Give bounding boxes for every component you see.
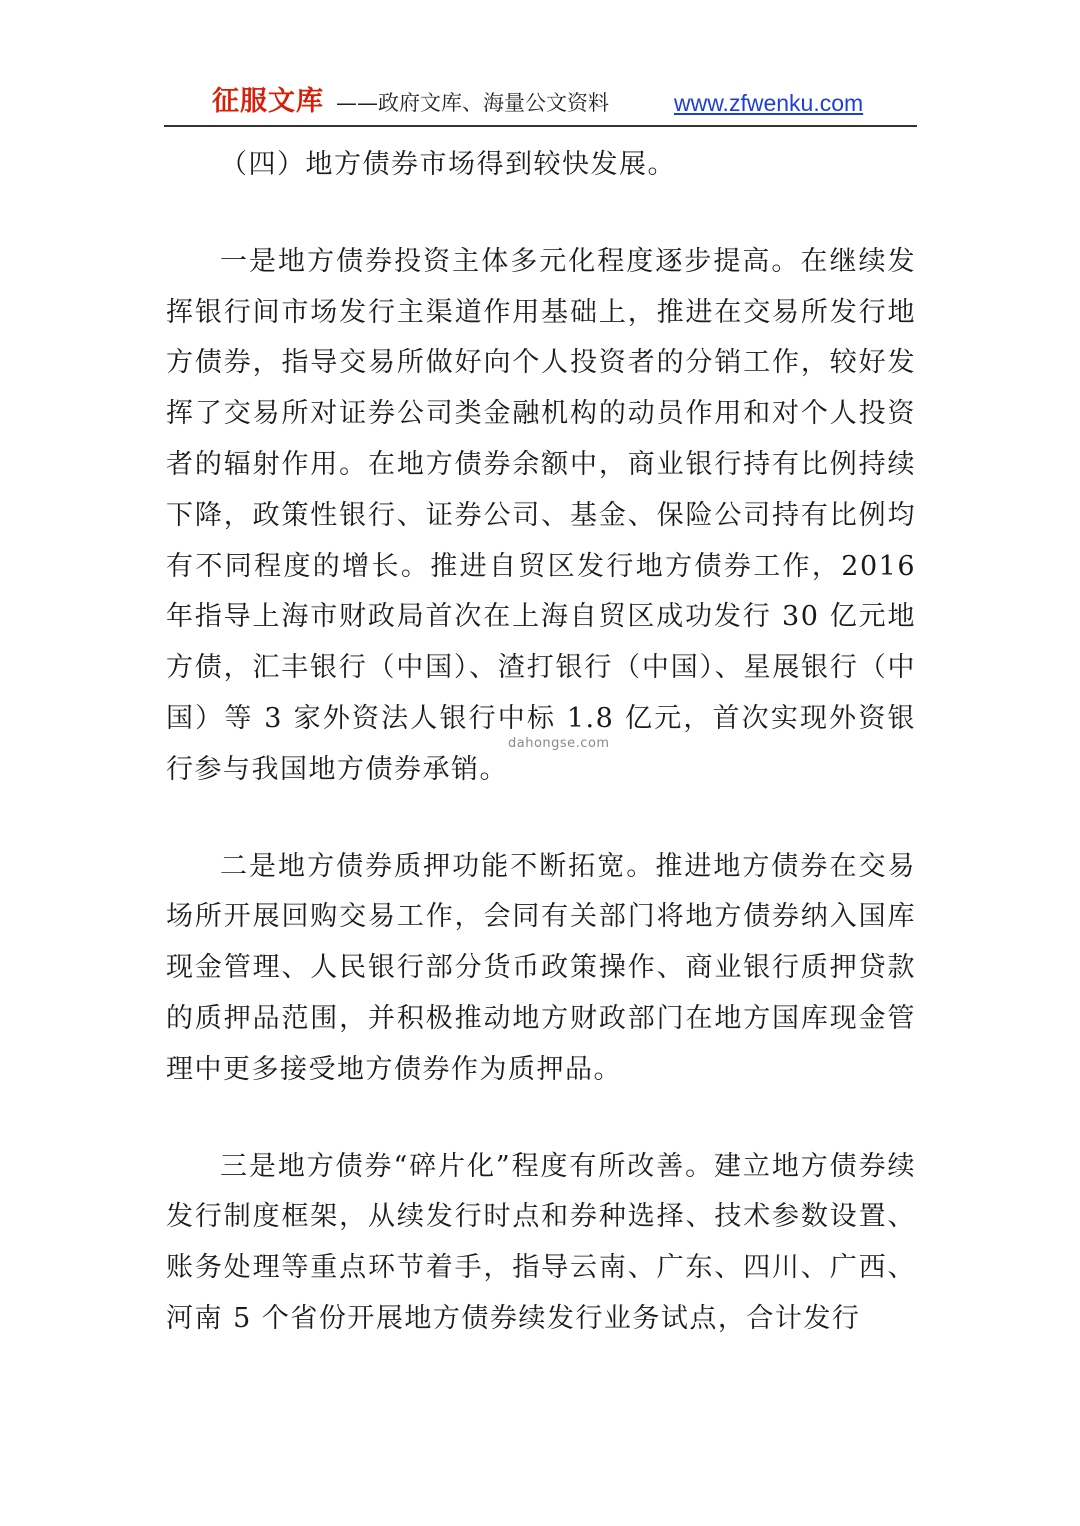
header-tagline: ——政府文库、海量公文资料	[336, 91, 609, 115]
paragraph-gap	[166, 1096, 916, 1142]
site-url-link[interactable]: www.zfwenku.com	[674, 90, 864, 116]
page-header	[166, 84, 916, 124]
section-heading: （四）地方债券市场得到较快发展。	[220, 149, 676, 180]
paragraph-3: 三是地方债券“碎片化”程度有所改善。建立地方债券续发行制度框架，从续发行时点和券种选择、技术参数设置、账务处理等重点环节着手，指导云南、广东、四川、广西、河南 5 个省份开展地方债券续发行业务试点，合计发行	[166, 1150, 916, 1334]
brand-logo-text: 征服文库	[212, 86, 324, 117]
header-divider	[164, 125, 917, 127]
watermark-text: dahongse.com	[508, 736, 610, 751]
paragraph-1: 一是地方债券投资主体多元化程度逐步提高。在继续发挥银行间市场发行主渠道作用基础上，推进在交易所发行地方债券，指导交易所做好向个人投资者的分销工作，较好发挥了交易所对证券公司类金融机构的动员作用和对个人投资者的辐射作用。在地方债券余额中，商业银行持有比例持续下降，政策性银行、证券公司、基金、保险公司持有比例均有不同程度的增长。推进自贸区发行地方债券工作，2016年指导上海市财政局首次在上海自贸区成功发行 30 亿元地方债，汇丰银行（中国）、渣打银行（中国）、星展银行（中国）等 3 家外资法人银行中标 1.8 亿元，首次实现外资银行参与我国地方债券承销。	[166, 245, 916, 785]
paragraph-gap	[166, 191, 916, 237]
paragraph-gap	[166, 796, 916, 842]
paragraph-2: 二是地方债券质押功能不断拓宽。推进地方债券在交易场所开展回购交易工作，会同有关部门将地方债券纳入国库现金管理、人民银行部分货币政策操作、商业银行质押贷款的质押品范围，并积极推动地方财政部门在地方国库现金管理中更多接受地方债券作为质押品。	[166, 850, 916, 1085]
